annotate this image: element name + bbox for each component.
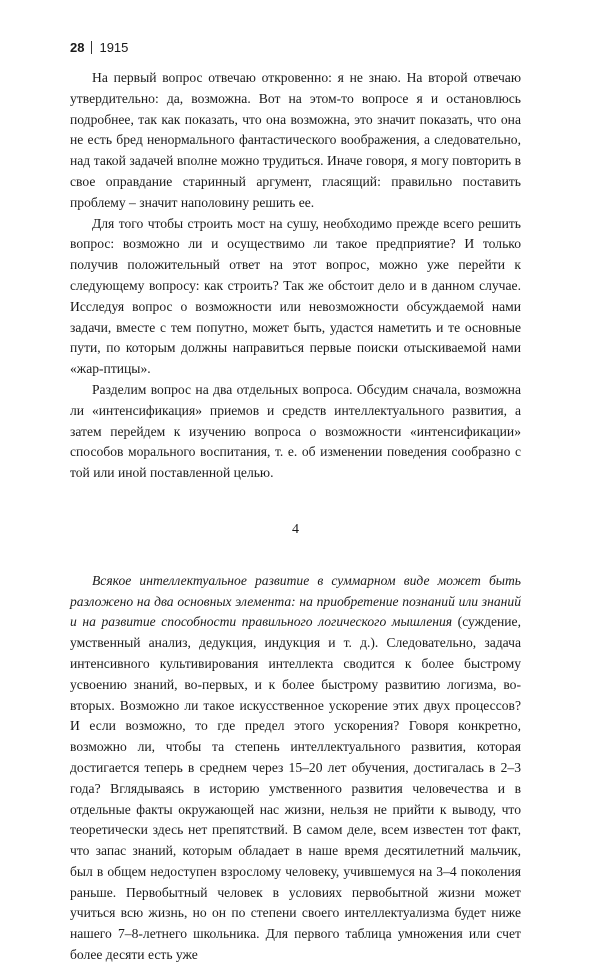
header-divider [91,41,92,54]
header-year: 1915 [99,40,129,55]
section-paragraph-italic: Всякое интеллектуальное развитие в суммарном виде может быть разложено на два основных элемента: на приобретение познаний или знаний и на развитие способности правильного логического мышления [70,572,521,630]
paragraph-3: Разделим вопрос на два отдельных вопроса. Обсудим сначала, возможна ли «интенсификация» приемов и средств интеллектуального развития, а затем перейдем к изучению вопроса о возможности «интенсификации» способов морального воспитания, т. е. об изменении поведения сообразно с той или иной поставленной целью. [70,381,521,481]
paragraph-1: На первый вопрос отвечаю откровенно: я не знаю. На второй отвечаю утвердительно: да, возможна. Вот на этом-то вопросе я и остановлюсь подробнее, так как показать, что она возможна, это значит показать, что она не есть бред ненормального фантастического воображения, а следовательно, над такой задачей вполне можно трудиться. Иначе говоря, я могу повторить в свое оправдание старинный аргумент, гласящий: правильно поставить проблему – значит наполовину решить ее. [70,70,521,210]
section-number: 4 [292,521,299,537]
page-body [70,68,521,966]
section-paragraph-rest: (суждение, умственный анализ, дедукция, индукция и т. д.). Следовательно, задача интенсивного культивирования интеллекта сводится к более быстрому усвоению знаний, во-первых, и к более быстрому развитию логизма, во-вторых. Возможно ли такое искусственное ускорение этих двух процессов? И если возможно, то где предел этого ускорения? Говоря конкретно, возможно ли, чтобы та степень интеллектуального развития, которая достигается теперь в среднем через 15–20 лет обучения, достигалась в 2–3 года? Вглядываясь в историю умственного развития человечества и в отдельные факты окружающей нас жизни, нельзя не прийти к выводу, что теоретически здесь нет препятствий. В самом деле, всем известен тот факт, что запас знаний, которым обладает в наше время десятилетний мальчик, был в общем недоступен взрослому человеку, учившемуся на 3–4 поколения раньше. Первобытный человек в условиях первобытной жизни может учиться всю жизнь, но он по степени своего интеллектуализма будет ниже нашего 7–8-летнего школьника. Для первого таблица умножения или счет более десяти есть уже [70,614,521,963]
paragraph-2: Для того чтобы строить мост на сушу, необходимо прежде всего решить вопрос: возможно ли и осуществимо ли такое предприятие? И только получив положительный ответ на этот вопрос, можно уже перейти к следующему вопросу: как строить? Так же обстоит дело и в данном случае. Исследуя вопрос о возможности или невозможности обсуждаемой нами задачи, вместе с тем попутно, может быть, удастся наметить и те основные пути, по которым должны направиться первые поиски отыскиваемой нами «жар-птицы». [70,215,521,377]
running-header [70,40,128,55]
page-number: 28 [70,40,85,55]
section-paragraph [70,571,521,966]
